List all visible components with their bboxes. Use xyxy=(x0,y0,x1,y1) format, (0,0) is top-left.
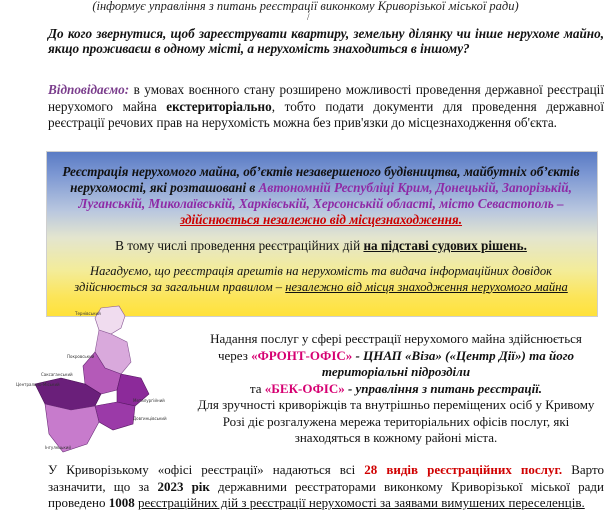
map-label-saksahanskyi: Саксаганський xyxy=(41,372,73,377)
answer-text-1: в умовах воєнного стану розширено можливості проведення державної реєстрації нерухомого майна xyxy=(48,82,604,114)
map-label-pokrovskyi: Покровський xyxy=(67,354,95,359)
answer-text-2: , тобто подати документи для проведення державної реєстрації речових прав на нерухомість можна без прив'язки до місцезнаходження об'єкта. xyxy=(48,98,604,131)
banner-regions: Автономній Республіці Крим, Донецькій, Запорізькій, Луганській, Миколаївській, Харківській, Херсонській області, місто Севастополь xyxy=(78,180,572,211)
footer-f4: реєстраційних дій з реєстрації нерухомості за заявами вимушених переселенців. xyxy=(137,495,585,510)
answer-paragraph xyxy=(48,82,604,132)
back-office: «БЕК-ОФІС» xyxy=(264,380,345,396)
footer-f2: Варто зазначити, що за xyxy=(48,462,604,494)
banner-l2b: на підставі судових рішень. xyxy=(363,238,527,253)
front-office: «ФРОНТ-ОФІС» xyxy=(251,347,353,363)
footer-num: 1008 xyxy=(108,495,135,510)
banner-note-2: незалежно від місця знаходження нерухомого майна xyxy=(285,279,568,294)
footer-red: 28 видів реєстраційних послуг. xyxy=(364,462,563,477)
services-s5: Для зручності криворіжців та внутрішньо переміщених осіб у Кривому Розі діє розгалужена мережа територіальних офісів послуг, які знаходяться в кожному районі міста. xyxy=(197,397,595,445)
answer-bold: екстериторіально xyxy=(166,98,272,114)
footer-year: 2023 рік xyxy=(157,478,210,494)
map-district-dovhyntsivskyi xyxy=(95,402,135,430)
map-label-inhuletskyi: Інгулецький xyxy=(45,445,71,450)
header-mark: / xyxy=(307,12,310,22)
banner-note xyxy=(62,264,580,295)
banner-dash: – xyxy=(553,196,564,211)
answer-lead: Відповідаємо: xyxy=(48,82,130,97)
footer-paragraph xyxy=(48,462,604,512)
question-text: До кого звернутися, щоб зареєструвати квартиру, земельну ділянку чи інше нерухоме майно, якщо проживаєш в одному місті, а нерухомість знаходиться в іншому? xyxy=(48,26,604,56)
services-s1: Надання послуг у сфері реєстрації нерухомого майна здійснюється через xyxy=(210,331,582,363)
banner-main-text xyxy=(62,164,580,228)
city-districts-map xyxy=(15,302,195,462)
page-header: (інформує управління з питань реєстрації виконкому Криворізької міської ради) xyxy=(92,0,519,13)
map-label-dovhyntsivskyi: Довгинцівський xyxy=(133,416,167,421)
banner-court-line xyxy=(62,238,580,254)
services-s2: - ЦНАП «Віза» («Центр Дії») та його територіальні підрозділи xyxy=(321,347,574,379)
services-s4: - управління з питань реєстрації. xyxy=(344,380,543,396)
banner-p1: Реєстрація нерухомого майна, об’єктів незавершеного будівництва, майбутніх об’єктів нерухомості, які розташовані в xyxy=(62,164,580,195)
footer-f3: державними реєстраторами виконкому Криворізької міської ради проведено xyxy=(48,478,605,510)
map-label-metalurhiinyi: Металургійний xyxy=(133,398,165,403)
services-paragraph xyxy=(196,331,596,447)
footer-f1: У Криворізькому «офісі реєстрації» надаються всі xyxy=(48,462,365,477)
map-label-ternivskyi: Тернівський xyxy=(75,311,101,316)
services-s3: та xyxy=(249,380,265,396)
banner-note-1: Нагадуємо, що реєстрація арештів на нерухомість та видача інформаційних довідок здійснюється за загальним правилом – xyxy=(74,264,553,294)
banner-l2a: В тому числі проведення реєстраційних дій xyxy=(115,238,364,253)
banner-emphasis: здійснюється незалежно від місцезнаходження. xyxy=(179,212,463,227)
map-label-tsentralno-miskyi: Центрально-Міський xyxy=(16,382,60,387)
